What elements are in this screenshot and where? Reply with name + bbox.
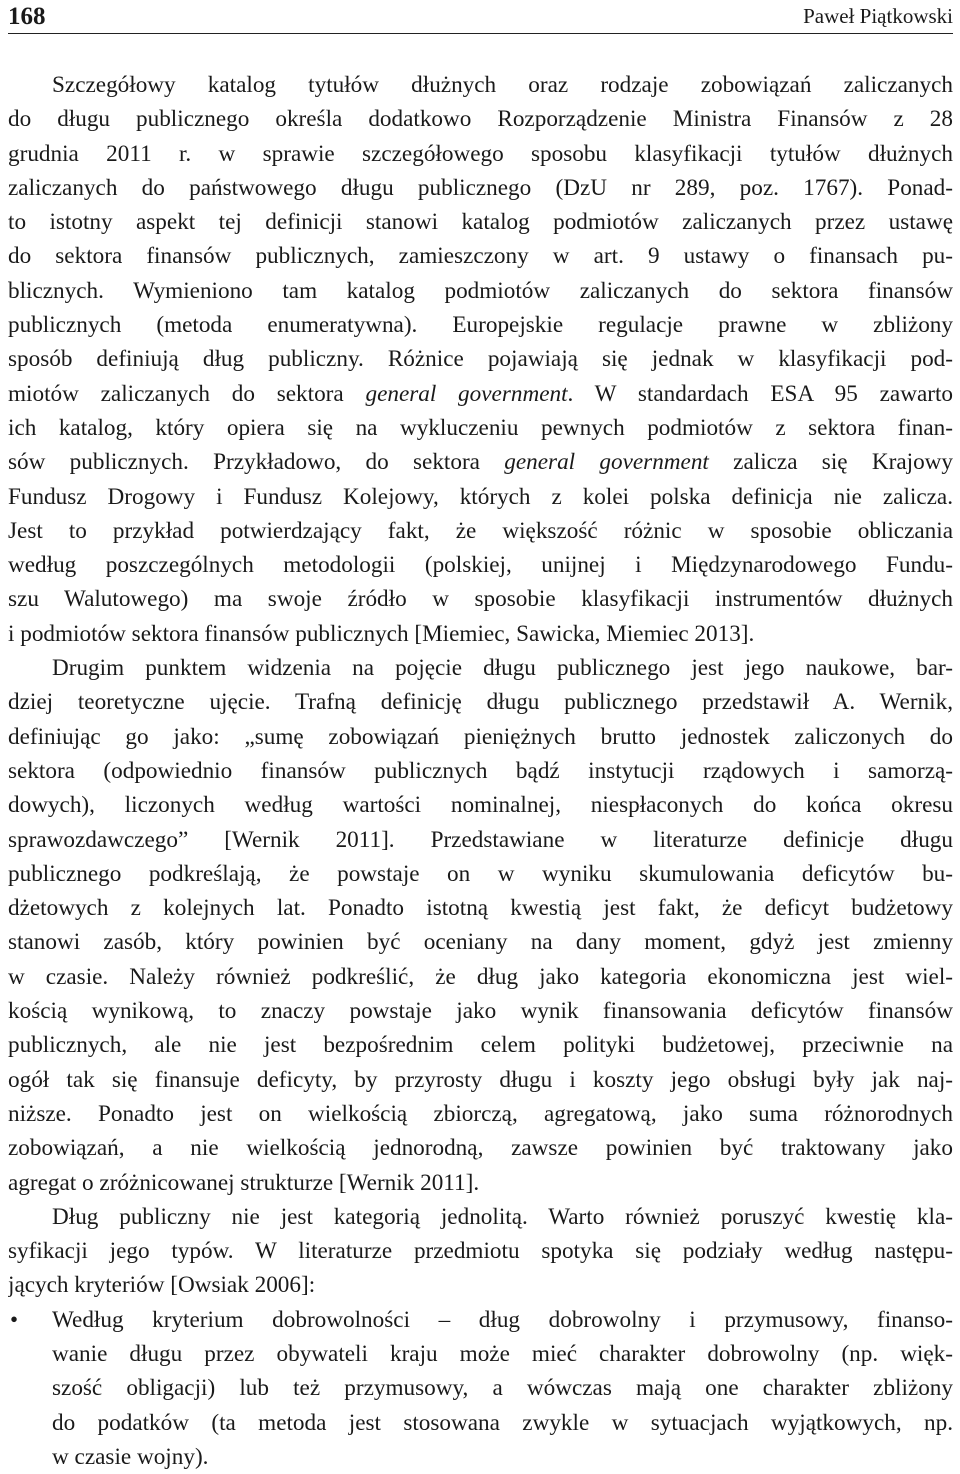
text-line: niższe. Ponadto jest on wielkością zbiorczą, agregatową, jako suma różnorodnych xyxy=(8,1100,953,1127)
paragraph-1 xyxy=(8,68,953,651)
bullet-icon: • xyxy=(10,1306,19,1332)
text-line: zaliczanych do państwowego długu publicznego (DzU nr 289, poz. 1767). Ponad- xyxy=(8,174,953,201)
text-line: syfikacji jego typów. W literaturze przedmiotu spotyka się podziały według następu- xyxy=(8,1238,953,1265)
text-line: dżetowych z kolejnych lat. Ponadto istotną kwestią jest fakt, że deficyt budżetowy xyxy=(8,895,953,922)
paragraph-3 xyxy=(8,1200,953,1303)
page-number: 168 xyxy=(8,3,46,30)
text-line: kością wynikową, to znaczy powstaje jako wynik finansowania deficytów finansów xyxy=(8,998,953,1025)
text-line: Jest to przykład potwierdzający fakt, że większość różnic w sposobie obliczania xyxy=(8,517,953,544)
bullet-list-item xyxy=(8,1303,953,1474)
text-line: agregat o zróżnicowanej strukturze [Wernik 2011]. xyxy=(8,1169,480,1196)
text-line: publicznego podkreślają, że powstaje on w wyniku skumulowania deficytów bu- xyxy=(8,860,953,887)
text-line: zobowiązań, a nie wielkością jednorodną, zawsze powinien być traktowany jako xyxy=(8,1135,953,1162)
text-line: wanie długu przez obywateli kraju może mieć charakter dobrowolny (np. więk- xyxy=(52,1340,953,1367)
text-line: według poszczególnych metodologii (polskiej, unijnej i Międzynarodowego Fundu- xyxy=(8,552,953,579)
text-run: zalicza się Krajowy xyxy=(708,449,953,476)
italic-term: general government xyxy=(504,449,709,476)
body-text xyxy=(8,68,953,1474)
text-line: Dług publiczny nie jest kategorią jednolitą. Warto również poruszyć kwestię kla- xyxy=(52,1203,953,1230)
italic-term: general government xyxy=(365,380,568,407)
text-line: sprawozdawczego” [Wernik 2011]. Przedstawiane w literaturze definicje długu xyxy=(8,826,953,853)
text-line: dziej teoretyczne ujęcie. Trafną definicję długu publicznego przedstawił A. Wernik, xyxy=(8,689,953,716)
text-run: miotów zaliczanych do sektora xyxy=(8,380,366,407)
text-line: ogół tak się finansuje deficyty, by przyrosty długu i koszty jego obsługi były jak naj- xyxy=(8,1066,953,1093)
text-line: sektora (odpowiednio finansów publicznych bądź instytucji rządowych i samorzą- xyxy=(8,757,953,784)
text-line: Według kryterium dobrowolności – dług dobrowolny i przymusowy, finanso- xyxy=(52,1306,953,1333)
text-run: . W standardach ESA 95 zawarto xyxy=(567,380,953,407)
text-line: do sektora finansów publicznych, zamieszczony w art. 9 ustawy o finansach pu- xyxy=(8,243,953,270)
text-line: grudnia 2011 r. w sprawie szczegółowego sposobu klasyfikacji tytułów dłużnych xyxy=(8,140,953,167)
text-line: Szczegółowy katalog tytułów dłużnych oraz rodzaje zobowiązań zaliczanych xyxy=(52,72,953,98)
paragraph-2 xyxy=(8,651,953,1200)
running-header xyxy=(8,0,953,34)
text-line: w czasie wojny). xyxy=(52,1443,209,1470)
text-run: sów publicznych. Przykładowo, do sektora xyxy=(8,449,505,476)
text-line: w czasie. Należy również podkreślić, że dług jako kategoria ekonomiczna jest wiel- xyxy=(8,963,953,990)
text-line: Fundusz Drogowy i Fundusz Kolejowy, których z kolei polska definicja nie zalicza. xyxy=(8,483,953,510)
text-line: stanowi zasób, który powinien być oceniany na dany moment, gdyż jest zmienny xyxy=(8,929,953,956)
text-line: i podmiotów sektora finansów publicznych [Miemiec, Sawicka, Miemiec 2013]. xyxy=(8,620,755,647)
text-line: publicznych, ale nie jest bezpośrednim celem polityki budżetowej, przeciwnie na xyxy=(8,1032,953,1059)
text-line: jących kryteriów [Owsiak 2006]: xyxy=(8,1272,316,1299)
text-line: do podatków (ta metoda jest stosowana zwykle w sytuacjach wyjątkowych, np. xyxy=(52,1409,953,1436)
text-line: sposób definiują dług publiczny. Różnice pojawiają się jednak w klasyfikacji pod- xyxy=(8,346,953,373)
text-line xyxy=(8,445,953,479)
text-line xyxy=(8,377,953,411)
text-line: szu Walutowego) ma swoje źródło w sposobie klasyfikacji instrumentów dłużnych xyxy=(8,586,953,613)
text-line: Drugim punktem widzenia na pojęcie długu publicznego jest jego naukowe, bar- xyxy=(52,655,953,682)
text-line: blicznych. Wymieniono tam katalog podmiotów zaliczanych do sektora finansów xyxy=(8,277,953,304)
text-line: ich katalog, który opiera się na wykluczeniu pewnych podmiotów z sektora finan- xyxy=(8,414,953,441)
text-line: definiując go jako: „sumę zobowiązań pieniężnych brutto jednostek zaliczonych do xyxy=(8,723,953,750)
text-line: to istotny aspekt tej definicji stanowi katalog podmiotów zaliczanych przez ustawę xyxy=(8,209,953,236)
text-line: szość obligacji) lub też przymusowy, a wówczas mają one charakter zbliżony xyxy=(52,1375,953,1402)
running-author: Paweł Piątkowski xyxy=(803,4,953,28)
text-line: do długu publicznego określa dodatkowo Rozporządzenie Ministra Finansów z 28 xyxy=(8,106,953,133)
text-line: publicznych (metoda enumeratywna). Europejskie regulacje prawne w zbliżony xyxy=(8,312,953,339)
text-line: dowych), liczonych według wartości nominalnej, niespłaconych do końca okresu xyxy=(8,792,953,819)
